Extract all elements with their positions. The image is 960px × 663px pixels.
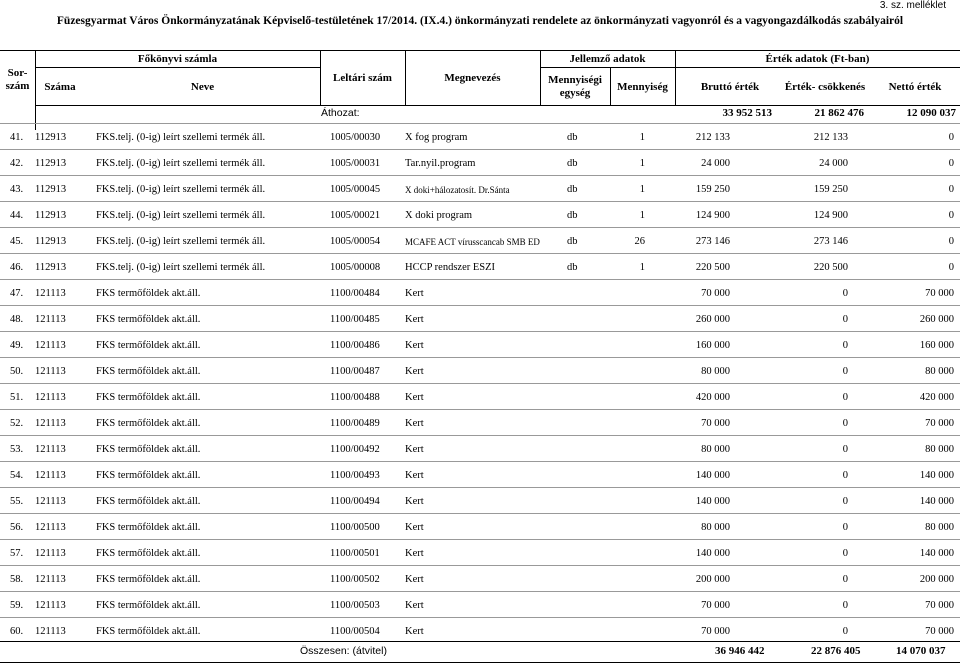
row-number: 46. [10, 262, 24, 273]
row-number: 47. [10, 288, 24, 299]
header-net: Nettó érték [888, 81, 942, 93]
table-row [0, 253, 960, 280]
ledger-code: 121113 [35, 340, 66, 351]
ledger-name: FKS termőföldek akt.áll. [96, 496, 201, 507]
ledger-name: FKS.telj. (0-ig) leírt szellemi termék áll. [96, 158, 266, 169]
gross-value: 80 000 [701, 522, 730, 533]
inventory-number: 1005/00054 [330, 236, 381, 247]
depreciation-value: 220 500 [813, 262, 848, 273]
asset-description: MCAFE ACT vírusscancab SMB ED [405, 237, 540, 247]
asset-description: Kert [405, 444, 424, 455]
inventory-number: 1100/00492 [330, 444, 380, 455]
inventory-number: 1100/00493 [330, 470, 380, 481]
ledger-name: FKS termőföldek akt.áll. [96, 314, 201, 325]
row-number: 60. [10, 626, 24, 637]
net-value: 160 000 [919, 340, 954, 351]
inventory-number: 1100/00503 [330, 600, 380, 611]
unit: db [567, 158, 578, 169]
header-description: Megnevezés [444, 72, 501, 84]
net-value: 140 000 [919, 496, 954, 507]
net-value: 140 000 [919, 548, 954, 559]
ledger-name: FKS termőföldek akt.áll. [96, 366, 201, 377]
table-row [0, 565, 960, 592]
ledger-code: 121113 [35, 314, 66, 325]
quantity: 1 [639, 262, 645, 273]
ledger-code: 112913 [35, 210, 67, 221]
ledger-name: FKS termőföldek akt.áll. [96, 444, 201, 455]
gross-value: 273 146 [695, 236, 730, 247]
header-ledger: Főkönyvi számla [137, 53, 218, 65]
depreciation-value: 0 [842, 314, 848, 325]
row-number: 49. [10, 340, 24, 351]
header-unit: Mennyiségi egység [548, 74, 602, 99]
header-ledger-name: Neve [190, 81, 215, 93]
quantity: 1 [639, 132, 645, 143]
gross-value: 124 900 [695, 210, 730, 221]
gross-value: 200 000 [695, 574, 730, 585]
row-number: 56. [10, 522, 24, 533]
asset-description: Kert [405, 314, 424, 325]
depreciation-value: 212 133 [813, 132, 848, 143]
total-depreciation: 22 876 405 [811, 645, 861, 657]
header-gross: Bruttó érték [700, 81, 760, 93]
net-value: 80 000 [925, 522, 954, 533]
table-row [0, 461, 960, 488]
net-value: 70 000 [925, 600, 954, 611]
asset-description: Kert [405, 496, 424, 507]
header-characteristics: Jellemző adatok [569, 53, 646, 65]
row-number: 45. [10, 236, 24, 247]
gross-value: 220 500 [695, 262, 730, 273]
depreciation-value: 0 [842, 600, 848, 611]
table-footer [0, 641, 960, 663]
net-value: 70 000 [925, 418, 954, 429]
ledger-name: FKS.telj. (0-ig) leírt szellemi termék áll. [96, 184, 266, 195]
row-number: 55. [10, 496, 24, 507]
ledger-code: 112913 [35, 158, 67, 169]
ledger-code: 121113 [35, 470, 66, 481]
row-number: 54. [10, 470, 24, 481]
inventory-number: 1100/00484 [330, 288, 380, 299]
ledger-name: FKS termőföldek akt.áll. [96, 600, 201, 611]
carry-forward-label: Áthozat: [321, 107, 360, 119]
table-row [0, 227, 960, 254]
carry-forward-gross: 33 952 513 [722, 107, 772, 119]
inventory-number: 1100/00501 [330, 548, 380, 559]
total-net: 14 070 037 [896, 645, 946, 657]
net-value: 260 000 [919, 314, 954, 325]
quantity: 1 [639, 158, 645, 169]
ledger-name: FKS termőföldek akt.áll. [96, 522, 201, 533]
net-value: 80 000 [925, 366, 954, 377]
ledger-code: 121113 [35, 600, 66, 611]
depreciation-value: 0 [842, 496, 848, 507]
net-value: 70 000 [925, 626, 954, 637]
gross-value: 140 000 [695, 548, 730, 559]
table-row [0, 487, 960, 514]
row-number: 41. [10, 132, 24, 143]
gross-value: 70 000 [701, 600, 730, 611]
gross-value: 420 000 [695, 392, 730, 403]
asset-description: X fog program [405, 132, 468, 143]
ledger-code: 121113 [35, 574, 66, 585]
ledger-code: 121113 [35, 626, 66, 637]
table-row [0, 175, 960, 202]
table-row [0, 149, 960, 176]
header-depreciation: Érték- csökkenés [784, 81, 866, 93]
net-value: 420 000 [919, 392, 954, 403]
asset-description: X doki program [405, 210, 473, 221]
ledger-code: 121113 [35, 522, 66, 533]
net-value: 70 000 [925, 288, 954, 299]
inventory-number: 1005/00008 [330, 262, 381, 273]
asset-description: Kert [405, 288, 424, 299]
quantity: 1 [639, 184, 645, 195]
ledger-code: 112913 [35, 236, 67, 247]
inventory-number: 1100/00489 [330, 418, 380, 429]
net-value: 80 000 [925, 444, 954, 455]
inventory-number: 1100/00504 [330, 626, 380, 637]
ledger-code: 121113 [35, 392, 66, 403]
ledger-name: FKS termőföldek akt.áll. [96, 288, 201, 299]
depreciation-value: 124 900 [813, 210, 848, 221]
asset-description: Tar.nyil.program [405, 158, 476, 169]
header-inventory-number: Leltári szám [333, 72, 392, 84]
ledger-code: 121113 [35, 444, 66, 455]
row-number: 43. [10, 184, 24, 195]
gross-value: 24 000 [701, 158, 730, 169]
quantity: 26 [634, 236, 645, 247]
row-number: 53. [10, 444, 24, 455]
ledger-name: FKS.telj. (0-ig) leírt szellemi termék áll. [96, 210, 266, 221]
depreciation-value: 0 [842, 288, 848, 299]
table-row [0, 539, 960, 566]
gross-value: 140 000 [695, 470, 730, 481]
gross-value: 70 000 [701, 418, 730, 429]
unit: db [567, 262, 578, 273]
ledger-code: 121113 [35, 548, 66, 559]
asset-description: Kert [405, 366, 424, 377]
asset-description: Kert [405, 522, 424, 533]
depreciation-value: 0 [842, 444, 848, 455]
unit: db [567, 210, 578, 221]
unit: db [567, 132, 578, 143]
table-row [0, 357, 960, 384]
inventory-number: 1100/00487 [330, 366, 380, 377]
asset-description: Kert [405, 574, 424, 585]
inventory-number: 1005/00021 [330, 210, 381, 221]
inventory-number: 1005/00045 [330, 184, 381, 195]
depreciation-value: 0 [842, 548, 848, 559]
table-row [0, 383, 960, 410]
table-row [0, 279, 960, 306]
depreciation-value: 0 [842, 366, 848, 377]
row-number: 50. [10, 366, 24, 377]
gross-value: 80 000 [701, 444, 730, 455]
gross-value: 260 000 [695, 314, 730, 325]
header-values: Érték adatok (Ft-ban) [765, 53, 870, 65]
inventory-number: 1005/00031 [330, 158, 381, 169]
ledger-name: FKS termőföldek akt.áll. [96, 340, 201, 351]
depreciation-value: 0 [842, 626, 848, 637]
gross-value: 212 133 [695, 132, 730, 143]
annex-label: 3. sz. melléklet [879, 0, 946, 11]
table-row [0, 331, 960, 358]
ledger-name: FKS termőföldek akt.áll. [96, 470, 201, 481]
ledger-code: 121113 [35, 496, 66, 507]
row-number: 59. [10, 600, 24, 611]
ledger-name: FKS termőföldek akt.áll. [96, 548, 201, 559]
row-number: 42. [10, 158, 24, 169]
quantity: 1 [639, 210, 645, 221]
net-value: 140 000 [919, 470, 954, 481]
ledger-name: FKS termőföldek akt.áll. [96, 574, 201, 585]
ledger-name: FKS.telj. (0-ig) leírt szellemi termék áll. [96, 132, 266, 143]
ledger-name: FKS termőföldek akt.áll. [96, 418, 201, 429]
asset-description: Kert [405, 626, 424, 637]
depreciation-value: 273 146 [813, 236, 848, 247]
header-serial: Sor-szám [5, 67, 30, 92]
table-row [0, 305, 960, 332]
gross-value: 140 000 [695, 496, 730, 507]
ledger-name: FKS termőföldek akt.áll. [96, 392, 201, 403]
net-value: 0 [948, 210, 954, 221]
depreciation-value: 0 [842, 418, 848, 429]
row-number: 57. [10, 548, 24, 559]
depreciation-value: 24 000 [819, 158, 848, 169]
inventory-number: 1100/00488 [330, 392, 380, 403]
header-quantity: Mennyiség [617, 81, 668, 93]
ledger-code: 112913 [35, 262, 67, 273]
ledger-code: 112913 [35, 132, 67, 143]
asset-description: Kert [405, 392, 424, 403]
depreciation-value: 0 [842, 392, 848, 403]
inventory-number: 1100/00500 [330, 522, 380, 533]
ledger-name: FKS.telj. (0-ig) leírt szellemi termék áll. [96, 236, 266, 247]
inventory-number: 1100/00494 [330, 496, 380, 507]
gross-value: 160 000 [695, 340, 730, 351]
table-row [0, 409, 960, 436]
ledger-code: 121113 [35, 418, 66, 429]
row-number: 51. [10, 392, 24, 403]
unit: db [567, 184, 578, 195]
asset-description: X doki+hálozatosít. Dr.Sánta [405, 185, 510, 195]
depreciation-value: 159 250 [813, 184, 848, 195]
ledger-code: 121113 [35, 288, 66, 299]
carry-forward-net: 12 090 037 [906, 107, 956, 119]
total-gross: 36 946 442 [715, 645, 765, 657]
gross-value: 70 000 [701, 626, 730, 637]
inventory-number: 1100/00486 [330, 340, 380, 351]
depreciation-value: 0 [842, 340, 848, 351]
row-number: 48. [10, 314, 24, 325]
net-value: 0 [948, 184, 954, 195]
carry-forward-depreciation: 21 862 476 [814, 107, 864, 119]
inventory-number: 1100/00502 [330, 574, 380, 585]
inventory-number: 1005/00030 [330, 132, 381, 143]
asset-description: Kert [405, 548, 424, 559]
table-row [0, 201, 960, 228]
gross-value: 159 250 [695, 184, 730, 195]
ledger-code: 112913 [35, 184, 67, 195]
table-row [0, 123, 960, 150]
row-number: 52. [10, 418, 24, 429]
asset-description: Kert [405, 470, 424, 481]
asset-description: Kert [405, 600, 424, 611]
gross-value: 80 000 [701, 366, 730, 377]
row-number: 58. [10, 574, 24, 585]
gross-value: 70 000 [701, 288, 730, 299]
ledger-code: 121113 [35, 366, 66, 377]
net-value: 0 [948, 236, 954, 247]
table-row [0, 591, 960, 618]
row-number: 44. [10, 210, 24, 221]
asset-description: HCCP rendszer ESZI [405, 262, 496, 273]
total-label: Összesen: (átvitel) [300, 645, 387, 657]
header-ledger-number: Száma [44, 81, 76, 93]
net-value: 0 [948, 262, 954, 273]
net-value: 0 [948, 158, 954, 169]
unit: db [567, 236, 578, 247]
table-row [0, 617, 960, 644]
ledger-name: FKS termőföldek akt.áll. [96, 626, 201, 637]
net-value: 200 000 [919, 574, 954, 585]
net-value: 0 [948, 132, 954, 143]
asset-description: Kert [405, 418, 424, 429]
depreciation-value: 0 [842, 522, 848, 533]
document-title: Füzesgyarmat Város Önkormányzatának Képviselő-testületének 17/2014. (IX.4.) önkormányzati rendelete az önkormányzati vagyonról és a vagyongazdálkodás szabályairól [56, 15, 904, 27]
depreciation-value: 0 [842, 574, 848, 585]
ledger-name: FKS.telj. (0-ig) leírt szellemi termék áll. [96, 262, 266, 273]
table-row [0, 513, 960, 540]
table-row [0, 435, 960, 462]
depreciation-value: 0 [842, 470, 848, 481]
inventory-number: 1100/00485 [330, 314, 380, 325]
asset-description: Kert [405, 340, 424, 351]
